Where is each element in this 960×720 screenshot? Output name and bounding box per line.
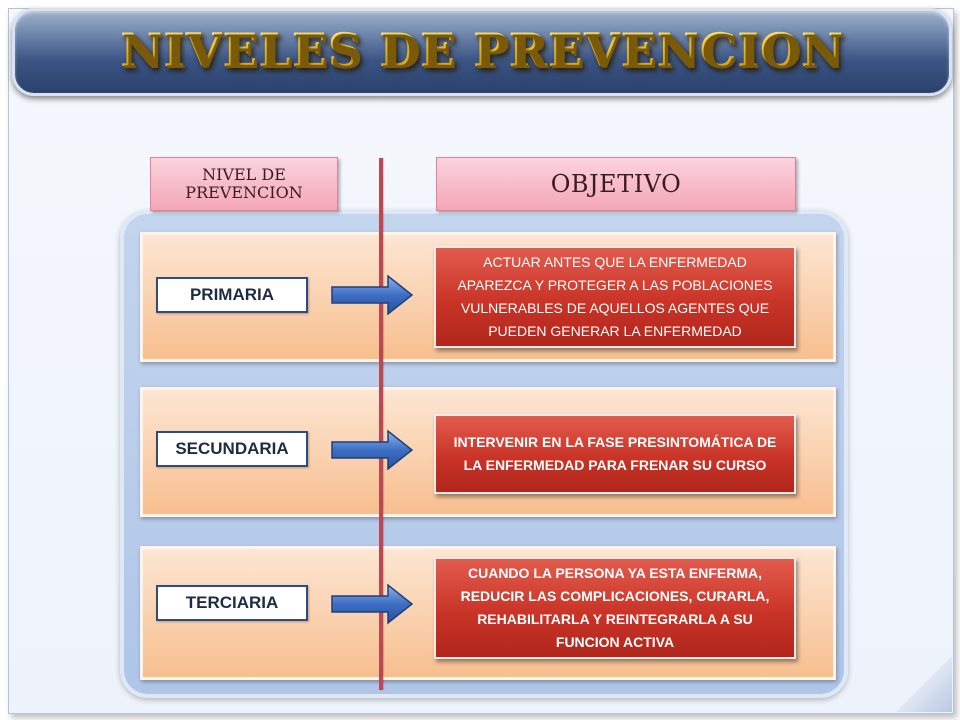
level-primaria: PRIMARIA xyxy=(156,277,308,313)
header-objetivo: OBJETIVO xyxy=(436,157,796,211)
title-banner xyxy=(12,8,952,96)
right-arrow-icon xyxy=(330,273,414,317)
right-arrow-icon xyxy=(330,428,414,472)
objective-secundaria: INTERVENIR EN LA FASE PRESINTOMÁTICA DE LA ENFERMEDAD PARA FRENAR SU CURSO xyxy=(434,414,796,494)
objective-terciaria: CUANDO LA PERSONA YA ESTA ENFERMA, REDUCIR LAS COMPLICACIONES, CURARLA, REHABILITARLA Y REINTEGRARLA A SU FUNCION ACTIVA xyxy=(434,557,796,659)
level-terciaria: TERCIARIA xyxy=(156,585,308,621)
header-nivel-de-prevencion: NIVEL DE PREVENCION xyxy=(150,157,338,211)
level-secundaria: SECUNDARIA xyxy=(156,431,308,467)
right-arrow-icon xyxy=(330,582,414,626)
objective-primaria: ACTUAR ANTES QUE LA ENFERMEDAD APAREZCA Y PROTEGER A LAS POBLACIONES VULNERABLES DE AQUELLOS AGENTES QUE PUEDEN GENERAR LA ENFERMEDAD xyxy=(434,246,796,348)
page-title: NIVELES DE PREVENCION xyxy=(120,23,844,77)
